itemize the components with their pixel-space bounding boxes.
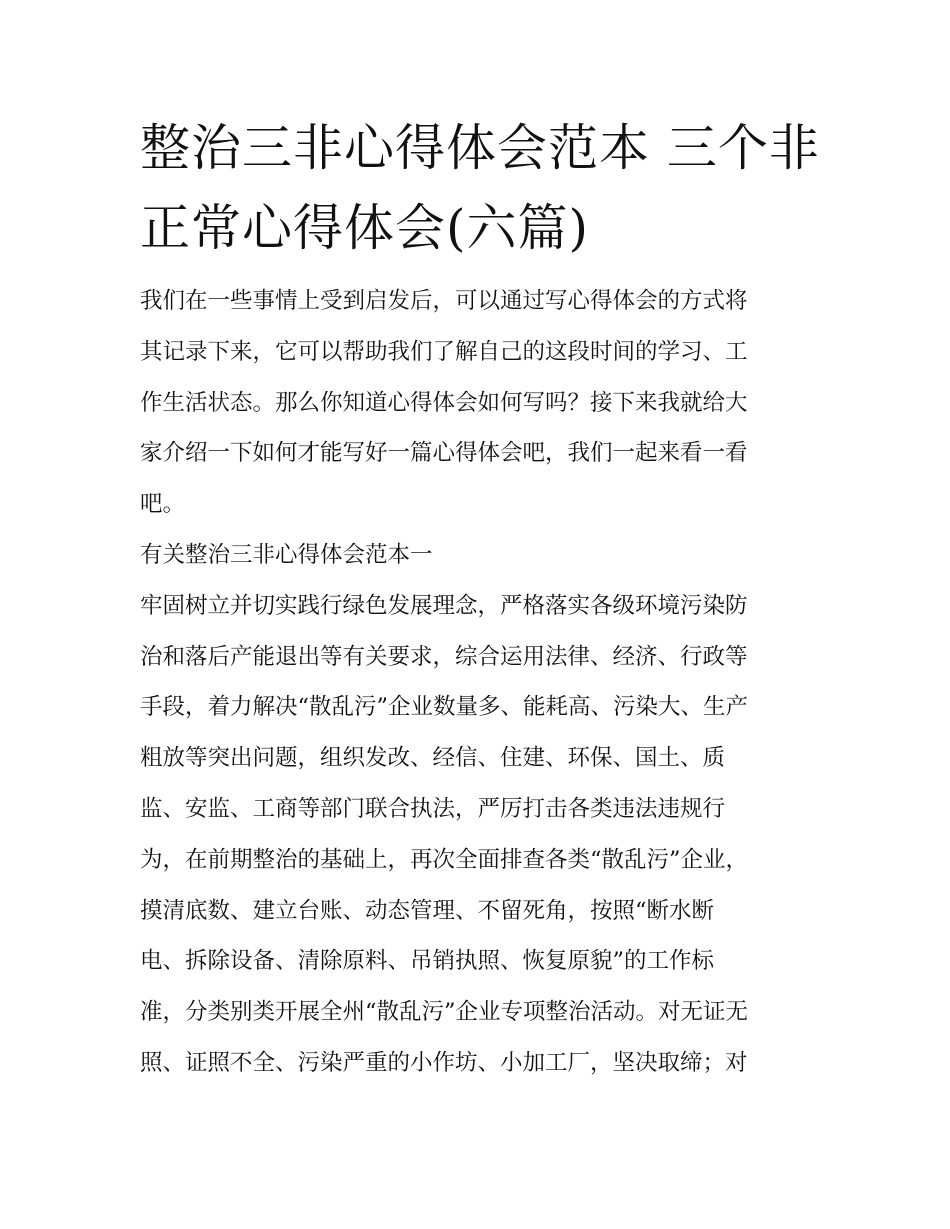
section-heading: 有关整治三非心得体会范本一 — [140, 541, 433, 568]
title-line: 整治三非心得体会范本 三个非 — [140, 119, 820, 177]
document-body — [140, 276, 820, 1089]
document-title — [140, 108, 820, 268]
paragraph-line: 其记录下来，它可以帮助我们了解自己的这段时间的学习、工 — [140, 338, 748, 365]
paragraph-line: 治和落后产能退出等有关要求，综合运用法律、经济、行政等 — [140, 643, 748, 670]
paragraph-line: 摸清底数、建立台账、动态管理、不留死角，按照“断水断 — [140, 897, 715, 924]
title-line: 正常心得体会(六篇) — [140, 199, 590, 257]
paragraph-line: 牢固树立并切实践行绿色发展理念，严格落实各级环境污染防 — [140, 592, 748, 619]
paragraph-line: 照、证照不全、污染严重的小作坊、小加工厂，坚决取缔；对 — [140, 1049, 748, 1076]
paragraph-line: 我们在一些事情上受到启发后，可以通过写心得体会的方式将 — [140, 288, 748, 314]
paragraph-line: 电、拆除设备、清除原料、吊销执照、恢复原貌”的工作标 — [140, 948, 715, 975]
paragraph-line: 准，分类别类开展全州“散乱污”企业专项整治活动。对无证无 — [140, 999, 749, 1026]
paragraph-line: 监、安监、工商等部门联合执法，严厉打击各类违法违规行 — [140, 795, 726, 822]
paragraph-line: 粗放等突出问题，组织发改、经信、住建、环保、国土、质 — [140, 745, 726, 772]
paragraph-line: 作生活状态。那么你知道心得体会如何写吗？接下来我就给大 — [140, 389, 748, 416]
paragraph-line: 吧。 — [140, 491, 186, 518]
paragraph-line: 手段，着力解决“散乱污”企业数量多、能耗高、污染大、生产 — [140, 694, 749, 721]
paragraph-line: 为，在前期整治的基础上，再次全面排查各类“散乱污”企业， — [140, 846, 749, 873]
paragraph-line: 家介绍一下如何才能写好一篇心得体会吧，我们一起来看一看 — [140, 440, 748, 467]
